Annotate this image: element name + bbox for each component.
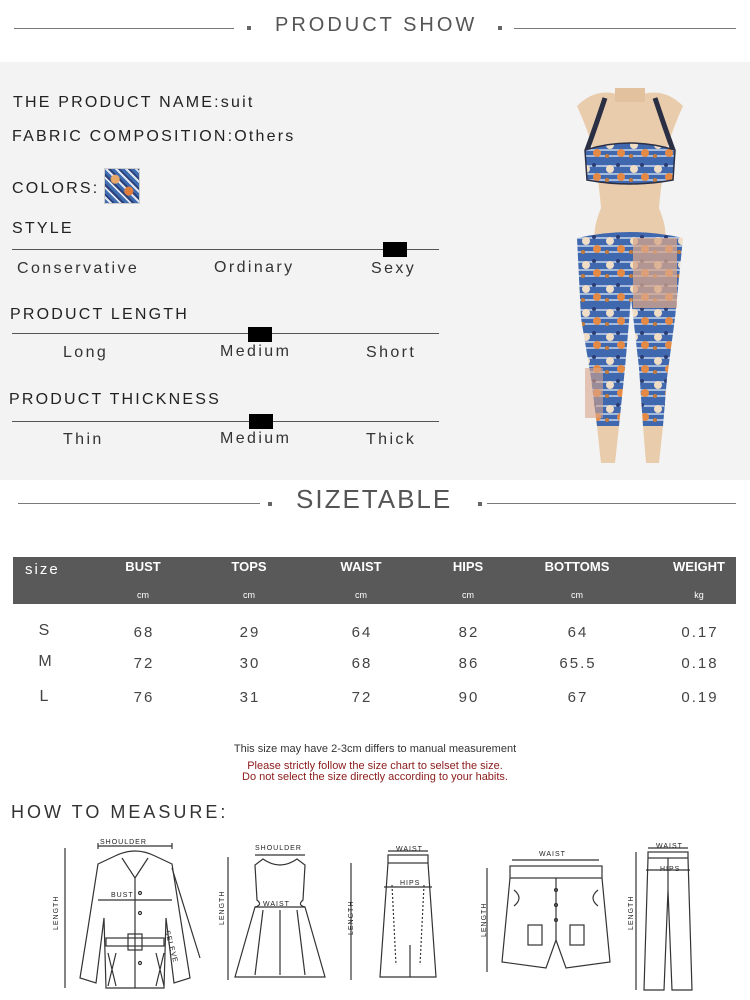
cell-bottoms: 65.5 [559,655,597,672]
product-photo-mannequin [555,88,705,468]
pants-length-label: LENGTH [628,895,635,930]
shorts-length-label: LENGTH [481,902,488,937]
style-option-sexy: Sexy [371,260,417,277]
skirt-hips-label: HIPS [400,880,421,887]
cell-bust: 72 [133,655,155,672]
pants-hips-label: HIPS [660,866,681,873]
cell-bottoms: 64 [567,624,589,641]
skirt-illustration [348,845,448,985]
cell-waist: 64 [351,624,373,641]
cell-weight: 0.17 [681,624,719,641]
style-scale-line [12,249,439,250]
column-header-tops: TOPS [231,559,267,574]
unit-hips: cm [462,590,474,600]
dress-waist-label: WAIST [263,901,290,908]
size-warning-2: Do not select the size directly according to your habits. [242,771,508,783]
cell-waist: 72 [351,689,373,706]
style-option-ordinary: Ordinary [214,259,295,276]
unit-bottoms: cm [571,590,583,600]
sizetable-line-left [18,503,260,504]
column-header-bottoms: BOTTOMS [544,559,610,574]
dress-illustration [225,845,335,985]
thickness-option-medium: Medium [220,430,292,447]
fabric-composition [12,128,295,146]
length-option-medium: Medium [220,343,292,360]
size-table-header [13,557,736,604]
pants-waist-label: WAIST [656,843,683,850]
row-size: L [39,688,49,705]
length-option-long: Long [63,344,109,361]
sizetable-dot-right [478,502,482,506]
sizetable-dot-left [268,502,272,506]
column-header-bust: BUST [125,559,161,574]
cell-hips: 90 [458,689,480,706]
product-name-label: THE PRODUCT NAME: [13,94,221,111]
unit-bust: cm [137,590,149,600]
sizetable-line-right [487,503,736,504]
cell-weight: 0.19 [681,689,719,706]
header-line-left [14,28,234,29]
jacket-illustration [60,838,210,993]
page-title: PRODUCT SHOW [275,14,478,36]
skirt-waist-label: WAIST [396,846,423,853]
jacket-shoulder-label: SHOULDER [100,839,147,846]
style-option-conservative: Conservative [17,260,140,277]
unit-tops: cm [243,590,255,600]
cell-tops: 31 [239,689,261,706]
thickness-scale-line [12,421,439,422]
cell-waist: 68 [351,655,373,672]
fabric-label: FABRIC COMPOSITION: [12,128,235,145]
product-name [13,94,255,112]
style-label: STYLE [12,220,74,237]
sizetable-title: SIZETABLE [296,484,453,514]
header-dot-left [247,26,251,30]
skirt-length-label: LENGTH [348,900,355,935]
thickness-option-thin: Thin [63,431,104,448]
length-label: PRODUCT LENGTH [10,306,189,323]
row-size: S [38,622,50,639]
cell-weight: 0.18 [681,655,719,672]
thickness-option-thick: Thick [366,431,417,448]
header-dot-right [498,26,502,30]
how-to-measure-title: HOW TO MEASURE: [11,802,229,822]
row-size: M [38,653,52,670]
shorts-waist-label: WAIST [539,851,566,858]
size-column-header: size [25,561,60,578]
measurement-note: This size may have 2-3cm differs to manual measurement [233,743,517,755]
color-swatch-print[interactable] [104,168,140,204]
header-line-right [514,28,736,29]
length-option-short: Short [366,344,417,361]
jacket-bust-label: BUST [111,892,134,899]
shorts-illustration [484,850,614,975]
dress-length-label: LENGTH [219,890,226,925]
style-marker [383,242,407,257]
cell-bust: 68 [133,624,155,641]
product-name-value: suit [220,94,255,111]
column-header-waist: WAIST [340,559,382,574]
column-header-weight: WEIGHT [673,559,725,574]
jacket-sleeve-label: SELEVE [163,930,179,964]
cell-bottoms: 67 [567,689,589,706]
dress-shoulder-label: SHOULDER [255,845,302,852]
cell-bust: 76 [133,689,155,706]
length-marker [248,327,272,342]
pants-illustration [628,842,708,994]
length-scale-line [12,333,439,334]
cell-hips: 82 [458,624,480,641]
size-warning-1: Please strictly follow the size chart to selset the size. [247,760,503,772]
thickness-marker [249,414,273,429]
thickness-label: PRODUCT THICKNESS [9,391,221,408]
column-header-hips: HIPS [452,559,484,574]
cell-tops: 30 [239,655,261,672]
cell-hips: 86 [458,655,480,672]
fabric-value: Others [234,128,296,145]
unit-weight: kg [694,590,704,600]
cell-tops: 29 [239,624,261,641]
colors-label: COLORS: [12,180,100,197]
unit-waist: cm [355,590,367,600]
jacket-length-label: LENGTH [53,895,60,930]
